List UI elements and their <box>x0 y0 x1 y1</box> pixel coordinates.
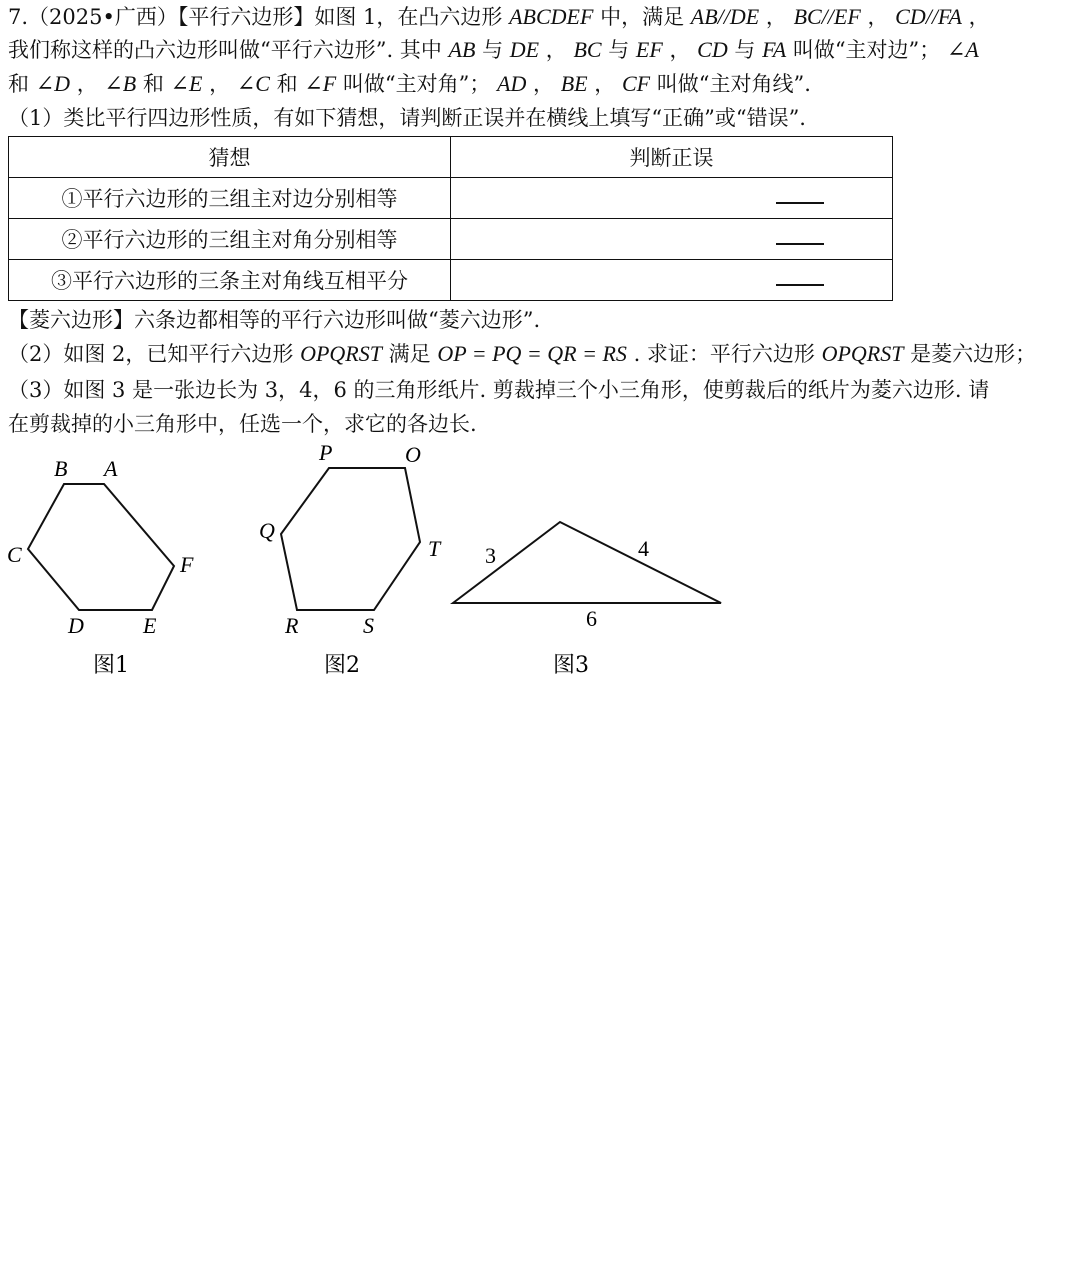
math-span: ∠F <box>304 71 337 96</box>
math-span: ∠E <box>170 71 203 96</box>
text-span: ， <box>526 72 561 96</box>
question-number-and-title: 7.（2025•广西）【平行六边形】如图 1，在凸六边形 <box>8 5 510 29</box>
text-span: ， <box>202 72 237 96</box>
text-span: 和 <box>269 72 305 96</box>
math-span: FA <box>762 37 787 62</box>
vertex-label-t: T <box>428 536 441 561</box>
question-line-2 <box>8 33 1074 67</box>
vertex-label-o: O <box>405 442 421 467</box>
text-span: 与 <box>475 38 510 62</box>
parallel-condition-1: AB//DE <box>690 4 760 29</box>
text-span: 叫做“主对边”； <box>786 38 947 62</box>
text-span: ， <box>587 72 622 96</box>
vertex-label-d: D <box>68 613 84 638</box>
vertex-label-p: P <box>319 440 333 465</box>
text-span: ， <box>70 72 105 96</box>
side-label-3: 3 <box>485 543 496 568</box>
vertex-label-b: B <box>54 456 68 481</box>
figure-1 <box>7 456 194 678</box>
guess-table <box>8 136 893 301</box>
caption-fig-1: 图1 <box>93 653 129 678</box>
part-3-line-1: （3）如图 3 是一张边长为 3，4，6 的三角形纸片. 剪裁掉三个小三角形，使剪裁后的纸片为菱六边形. 请 <box>8 378 990 402</box>
table-row <box>9 219 893 260</box>
text-span: 与 <box>727 38 763 62</box>
answer-blank[interactable] <box>776 264 824 286</box>
parallel-condition-2: BC//EF <box>793 4 861 29</box>
text-span: ， <box>961 5 990 29</box>
math-span: OPQRST <box>821 341 904 366</box>
hexagon-opqrst <box>281 468 420 610</box>
text-span: 和 <box>8 72 36 96</box>
text-span: 叫做“主对角线”. <box>650 72 811 96</box>
part-1-instruction: （1）类比平行四边形性质，有如下猜想，请判断正误并在横线上填写“正确”或“错误”. <box>8 106 806 130</box>
math-span: BC <box>573 37 602 62</box>
vertex-label-e: E <box>143 613 157 638</box>
math-span: AB <box>448 37 476 62</box>
text-span: ， <box>539 38 574 62</box>
answer-blank[interactable] <box>776 223 824 245</box>
text-span: 中，满足 <box>593 5 691 29</box>
guess-cell: ③平行六边形的三条主对角线互相平分 <box>9 260 451 301</box>
caption-fig-3: 图3 <box>553 653 589 678</box>
guess-cell: ②平行六边形的三组主对角分别相等 <box>9 219 451 260</box>
math-span: ∠D <box>35 71 71 96</box>
table-row <box>9 260 893 301</box>
math-span: ∠A <box>946 37 979 62</box>
text-span: . 求证：平行六边形 <box>626 342 822 366</box>
hexagon-name: ABCDEF <box>509 4 594 29</box>
question-line-3 <box>8 67 1074 101</box>
math-span: ∠C <box>236 71 270 96</box>
definition-text: 【菱六边形】六条边都相等的平行六边形叫做“菱六边形”. <box>8 308 541 332</box>
text-span: 和 <box>136 72 171 96</box>
text-span: ， <box>759 5 794 29</box>
answer-blank[interactable] <box>776 182 824 204</box>
header-guess: 猜想 <box>9 137 451 178</box>
hexagon-abcdef <box>28 484 174 610</box>
math-span: OP = PQ = QR = RS <box>437 341 627 366</box>
vertex-label-r: R <box>285 613 299 638</box>
guess-cell: ①平行六边形的三组主对边分别相等 <box>9 178 451 219</box>
math-span: CD <box>697 37 728 62</box>
math-span: BE <box>560 71 588 96</box>
vertex-label-f: F <box>180 552 194 577</box>
vertex-label-s: S <box>363 613 374 638</box>
text-span: 是菱六边形； <box>903 342 1037 366</box>
text-span: ， <box>662 38 698 62</box>
math-span: CF <box>621 71 651 96</box>
text-span: 我们称这样的凸六边形叫做“平行六边形”. 其中 <box>8 38 449 62</box>
vertex-label-a: A <box>104 456 118 481</box>
side-label-6: 6 <box>586 606 597 631</box>
figures <box>0 430 1080 690</box>
part-2-text <box>8 337 1074 371</box>
text-span: 叫做“主对角”； <box>336 72 498 96</box>
answer-cell <box>451 178 893 219</box>
part-3-line-2: 在剪裁掉的小三角形中，任选一个，求它的各边长. <box>8 412 477 436</box>
math-span: DE <box>509 37 540 62</box>
math-span: OPQRST <box>300 341 382 366</box>
text-span: 与 <box>601 38 636 62</box>
vertex-label-q: Q <box>259 518 275 543</box>
table-row <box>9 178 893 219</box>
header-judgement: 判断正误 <box>451 137 893 178</box>
figure-3 <box>453 522 721 678</box>
side-label-4: 4 <box>638 536 649 561</box>
answer-cell <box>451 219 893 260</box>
math-span: EF <box>635 37 663 62</box>
math-span: ∠B <box>104 71 137 96</box>
text-span: 满足 <box>381 342 438 366</box>
text-span: （2）如图 2，已知平行六边形 <box>8 342 301 366</box>
answer-cell <box>451 260 893 301</box>
figure-2 <box>259 440 442 678</box>
table-header-row <box>9 137 893 178</box>
question-line-1 <box>8 0 1074 34</box>
math-span: AD <box>497 71 527 96</box>
vertex-label-c: C <box>7 542 22 567</box>
parallel-condition-3: CD//FA <box>895 4 962 29</box>
caption-fig-2: 图2 <box>324 653 360 678</box>
text-span: ， <box>860 5 896 29</box>
